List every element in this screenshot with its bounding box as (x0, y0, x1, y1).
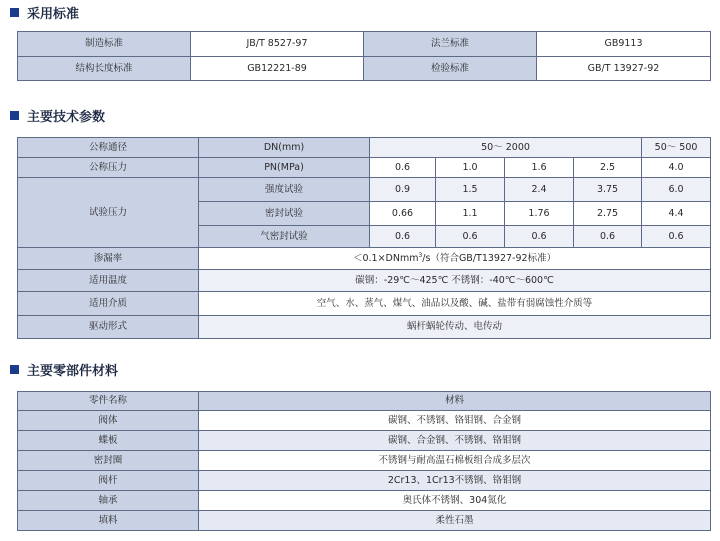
standards-table (17, 31, 711, 81)
table-row (18, 451, 711, 471)
temp-value: 碳钢：-29℃～425℃ 不锈钢：-40℃～600℃ (199, 270, 711, 292)
standard-label: 法兰标准 (364, 32, 537, 57)
leak-value: ＜0.1×DNmm$^3$/s（符合GB/T13927-92标准） (199, 248, 711, 270)
temp-label: 适用温度 (18, 270, 199, 292)
table-row (18, 431, 711, 451)
table-row (18, 178, 711, 202)
test-name: 气密封试验 (199, 226, 370, 248)
part-name: 阀体 (18, 411, 199, 431)
pn-value: 2.5 (574, 158, 642, 178)
materials-table (17, 391, 711, 531)
materials-section-title: 主要零部件材料 (10, 361, 118, 377)
pn-value: 0.6 (370, 158, 436, 178)
part-material: 不锈钢与耐高温石棉板组合成多层次 (199, 451, 711, 471)
standard-label: 结构长度标准 (18, 57, 191, 81)
pn-value: 4.0 (642, 158, 711, 178)
test-value: 4.4 (642, 202, 711, 226)
drive-value: 蜗杆蜗轮传动、电传动 (199, 316, 711, 339)
tech-params-table (17, 137, 711, 339)
section-marker-icon (10, 365, 19, 374)
test-value: 0.6 (642, 226, 711, 248)
table-row (18, 138, 711, 158)
table-row (18, 32, 711, 57)
media-value: 空气、水、蒸气、煤气、油品以及酸、碱、盐带有弱腐蚀性介质等 (199, 292, 711, 316)
table-row (18, 491, 711, 511)
table-row (18, 471, 711, 491)
test-value: 0.6 (574, 226, 642, 248)
standard-value: GB12221-89 (191, 57, 364, 81)
pn-label: 公称压力 (18, 158, 199, 178)
table-row (18, 292, 711, 316)
test-value: 1.76 (505, 202, 574, 226)
test-name: 强度试验 (199, 178, 370, 202)
dn-range-main: 50～ 2000 (370, 138, 642, 158)
test-value: 3.75 (574, 178, 642, 202)
table-row (18, 248, 711, 270)
standard-label: 检验标准 (364, 57, 537, 81)
part-material: 2Cr13、1Cr13不锈钢、铬钼钢 (199, 471, 711, 491)
dn-unit: DN(mm) (199, 138, 370, 158)
standard-value: GB9113 (537, 32, 711, 57)
table-row (18, 316, 711, 339)
part-name: 蝶板 (18, 431, 199, 451)
test-name: 密封试验 (199, 202, 370, 226)
standard-value: GB/T 13927-92 (537, 57, 711, 81)
test-value: 2.4 (505, 178, 574, 202)
test-value: 1.5 (436, 178, 505, 202)
part-header: 零件名称 (18, 392, 199, 411)
test-value: 0.9 (370, 178, 436, 202)
part-name: 密封圈 (18, 451, 199, 471)
part-material: 碳钢、不锈钢、铬钼钢、合金钢 (199, 411, 711, 431)
test-value: 2.75 (574, 202, 642, 226)
media-label: 适用介质 (18, 292, 199, 316)
table-row (18, 411, 711, 431)
part-material: 碳钢、合金钢、不锈钢、铬钼钢 (199, 431, 711, 451)
part-material: 柔性石墨 (199, 511, 711, 531)
section-marker-icon (10, 111, 19, 120)
leak-label: 渗漏率 (18, 248, 199, 270)
dn-range-small: 50～ 500 (642, 138, 711, 158)
standards-section-title: 采用标准 (10, 4, 79, 20)
part-name: 阀杆 (18, 471, 199, 491)
tech-section-title: 主要技术参数 (10, 107, 105, 123)
table-row (18, 392, 711, 411)
table-row (18, 511, 711, 531)
test-value: 6.0 (642, 178, 711, 202)
part-name: 填料 (18, 511, 199, 531)
test-value: 0.66 (370, 202, 436, 226)
table-row (18, 270, 711, 292)
test-value: 0.6 (370, 226, 436, 248)
standard-label: 制造标准 (18, 32, 191, 57)
test-pressure-label: 试验压力 (18, 178, 199, 248)
test-value: 1.1 (436, 202, 505, 226)
pn-unit: PN(MPa) (199, 158, 370, 178)
test-value: 0.6 (505, 226, 574, 248)
drive-label: 驱动形式 (18, 316, 199, 339)
part-name: 轴承 (18, 491, 199, 511)
pn-value: 1.6 (505, 158, 574, 178)
part-material: 奥氏体不锈钢、304氮化 (199, 491, 711, 511)
pn-value: 1.0 (436, 158, 505, 178)
table-row (18, 57, 711, 81)
table-row (18, 158, 711, 178)
dn-label: 公称通径 (18, 138, 199, 158)
standard-value: JB/T 8527-97 (191, 32, 364, 57)
material-header: 材料 (199, 392, 711, 411)
section-marker-icon (10, 8, 19, 17)
test-value: 0.6 (436, 226, 505, 248)
